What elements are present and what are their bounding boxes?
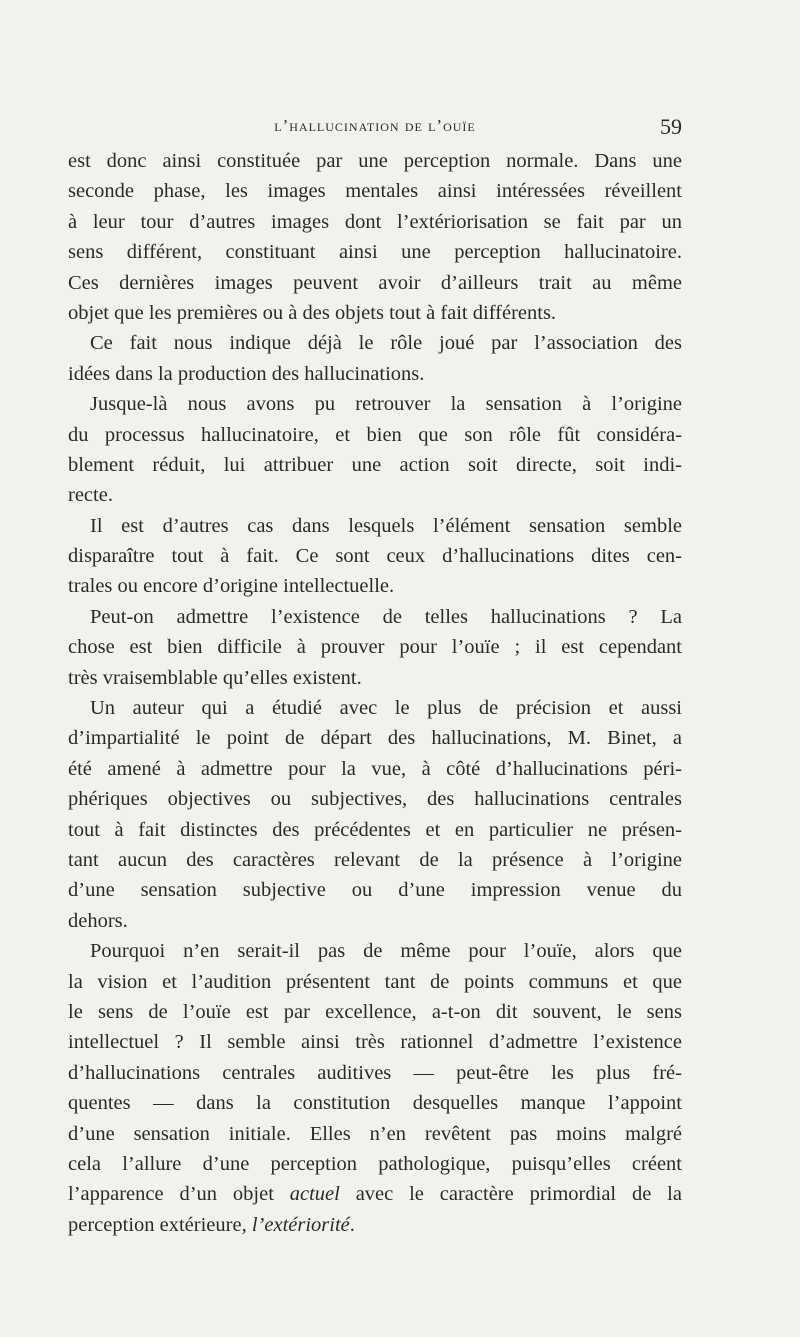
text-line: Ce fait nous indique déjà le rôle joué par l’association des: [90, 332, 682, 355]
text-line: du processus hallucinatoire, et bien que son rôle fût considéra-: [68, 423, 682, 446]
text-line: d’impartialité le point de départ des hallucinations, M. Binet, a: [68, 727, 682, 750]
text-line: très vraisemblable qu’elles existent.: [68, 666, 362, 689]
text-line: chose est bien difficile à prouver pour l’ouïe ; il est cependant: [68, 636, 682, 659]
text-line: d’hallucinations centrales auditives — peut-être les plus fré-: [68, 1061, 682, 1084]
text-line: sens différent, constituant ainsi une perception hallucinatoire.: [68, 241, 682, 264]
running-head: [68, 116, 682, 142]
text-line: à leur tour d’autres images dont l’extériorisation se fait par un: [68, 210, 682, 233]
text-line: seconde phase, les images mentales ainsi intéressées réveillent: [68, 180, 682, 203]
text-line: dehors.: [68, 909, 128, 932]
body-text: [68, 146, 682, 1240]
text-line: disparaître tout à fait. Ce sont ceux d’hallucinations dites cen-: [68, 545, 682, 568]
line-segment: l’apparence d’un objet: [68, 1183, 290, 1206]
page-number: 59: [660, 114, 682, 139]
text-line: tant aucun des caractères relevant de la présence à l’origine: [68, 848, 682, 871]
text-line: Pourquoi n’en serait-il pas de même pour l’ouïe, alors que: [90, 940, 682, 963]
text-line: blement réduit, lui attribuer une action soit directe, soit indi-: [68, 453, 682, 476]
text-line: trales ou encore d’origine intellectuelle.: [68, 575, 395, 598]
text-line-with-emphasis: [68, 1179, 682, 1209]
text-line: d’une sensation initiale. Elles n’en revêtent pas moins malgré: [68, 1122, 682, 1145]
text-line: la vision et l’audition présentent tant de points communs et que: [68, 970, 682, 993]
text-line: tout à fait distinctes des précédentes et en particulier ne présen-: [68, 818, 682, 841]
text-line: Ces dernières images peuvent avoir d’ailleurs trait au même: [68, 271, 682, 294]
text-line: recte.: [68, 484, 113, 507]
text-line: Jusque-là nous avons pu retrouver la sensation à l’origine: [90, 393, 682, 416]
text-line: Un auteur qui a étudié avec le plus de précision et aussi: [90, 697, 682, 720]
running-title: l’hallucination de l’ouïe: [274, 116, 476, 135]
text-line: cela l’allure d’une perception pathologique, puisqu’elles créent: [68, 1152, 682, 1175]
text-line: phériques objectives ou subjectives, des hallucinations centrales: [68, 788, 682, 811]
line-segment: .: [349, 1213, 355, 1236]
emphasis-actuel: actuel: [289, 1183, 340, 1206]
text-line: d’une sensation subjective ou d’une impression venue du: [68, 879, 682, 902]
text-line: le sens de l’ouïe est par excellence, a-t-on dit souvent, le sens: [68, 1000, 682, 1023]
emphasis-exteriorite: l’extériorité: [251, 1213, 350, 1236]
text-line: Il est d’autres cas dans lesquels l’élément sensation semble: [90, 514, 682, 537]
text-line: intellectuel ? Il semble ainsi très rationnel d’admettre l’existence: [68, 1031, 682, 1054]
text-line: objet que les premières ou à des objets tout à fait différents.: [68, 301, 557, 324]
text-line: idées dans la production des hallucinations.: [68, 362, 425, 385]
text-line-with-emphasis: [68, 1210, 682, 1240]
text-line: été amené à admettre pour la vue, à côté d’hallucinations péri-: [68, 757, 682, 780]
text-line: est donc ainsi constituée par une perception normale. Dans une: [68, 150, 682, 172]
line-segment: perception extérieure,: [68, 1213, 252, 1236]
text-line: Peut-on admettre l’existence de telles hallucinations ? La: [90, 605, 682, 628]
line-segment: avec le caractère primordial de la: [339, 1183, 682, 1206]
text-line: quentes — dans la constitution desquelles manque l’appoint: [68, 1092, 682, 1115]
